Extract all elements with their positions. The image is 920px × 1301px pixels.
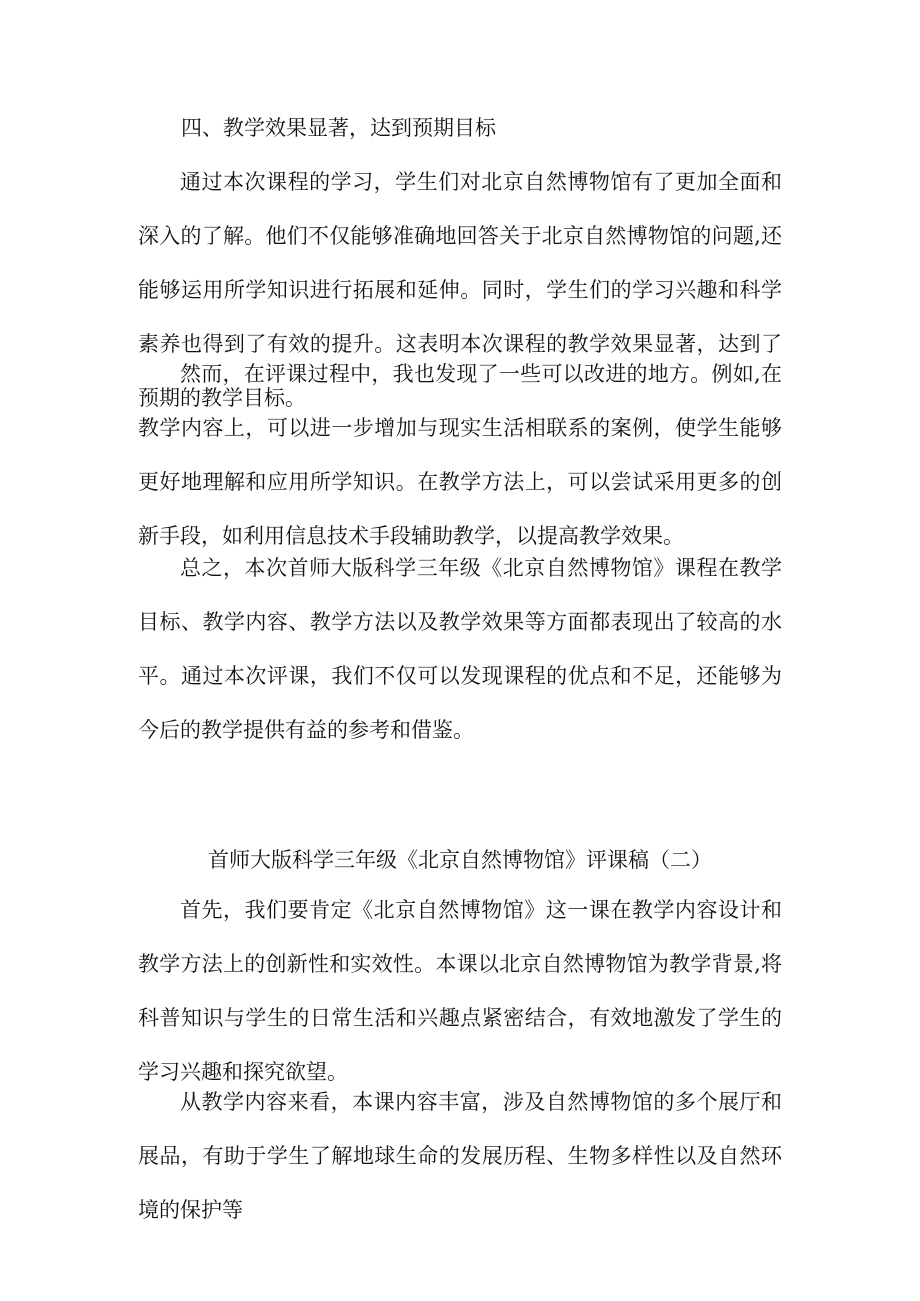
document-title: 首师大版科学三年级《北京自然博物馆》评课稿（二）	[208, 848, 712, 872]
body-paragraph: 总之，本次首师大版科学三年级《北京自然博物馆》课程在教学目标、教学内容、教学方法以及教学效果等方面都表现出了较高的水平。通过本次评课，我们不仅可以发现课程的优点和不足，还能够为今后的教学提供有益的参考和借鉴。	[138, 556, 782, 742]
body-paragraph: 通过本次课程的学习，学生们对北京自然博物馆有了更加全面和深入的了解。他们不仅能够准确地回答关于北京自然博物馆的问题,还能够运用所学知识进行拓展和延伸。同时，学生们的学习兴趣和科学素养也得到了有效的提升。这表明本次课程的教学效果显著，达到了预期的教学目标。	[138, 170, 782, 410]
body-paragraph: 从教学内容来看，本课内容丰富，涉及自然博物馆的多个展厅和展品，有助于学生了解地球生命的发展历程、生物多样性以及自然环境的保护等	[138, 1090, 782, 1222]
body-paragraph: 然而，在评课过程中，我也发现了一些可以改进的地方。例如,在教学内容上，可以进一步增加与现实生活相联系的案例，使学生能够更好地理解和应用所学知识。在教学方法上，可以尝试采用更多的创新手段，如利用信息技术手段辅助教学，以提高教学效果。	[138, 362, 782, 548]
section-heading: 四、教学效果显著，达到预期目标	[181, 116, 496, 140]
body-paragraph: 首先，我们要肯定《北京自然博物馆》这一课在教学内容设计和教学方法上的创新性和实效性。本课以北京自然博物馆为教学背景,将科普知识与学生的日常生活和兴趣点紧密结合，有效地激发了学生的学习兴趣和探究欲望。	[138, 898, 782, 1084]
